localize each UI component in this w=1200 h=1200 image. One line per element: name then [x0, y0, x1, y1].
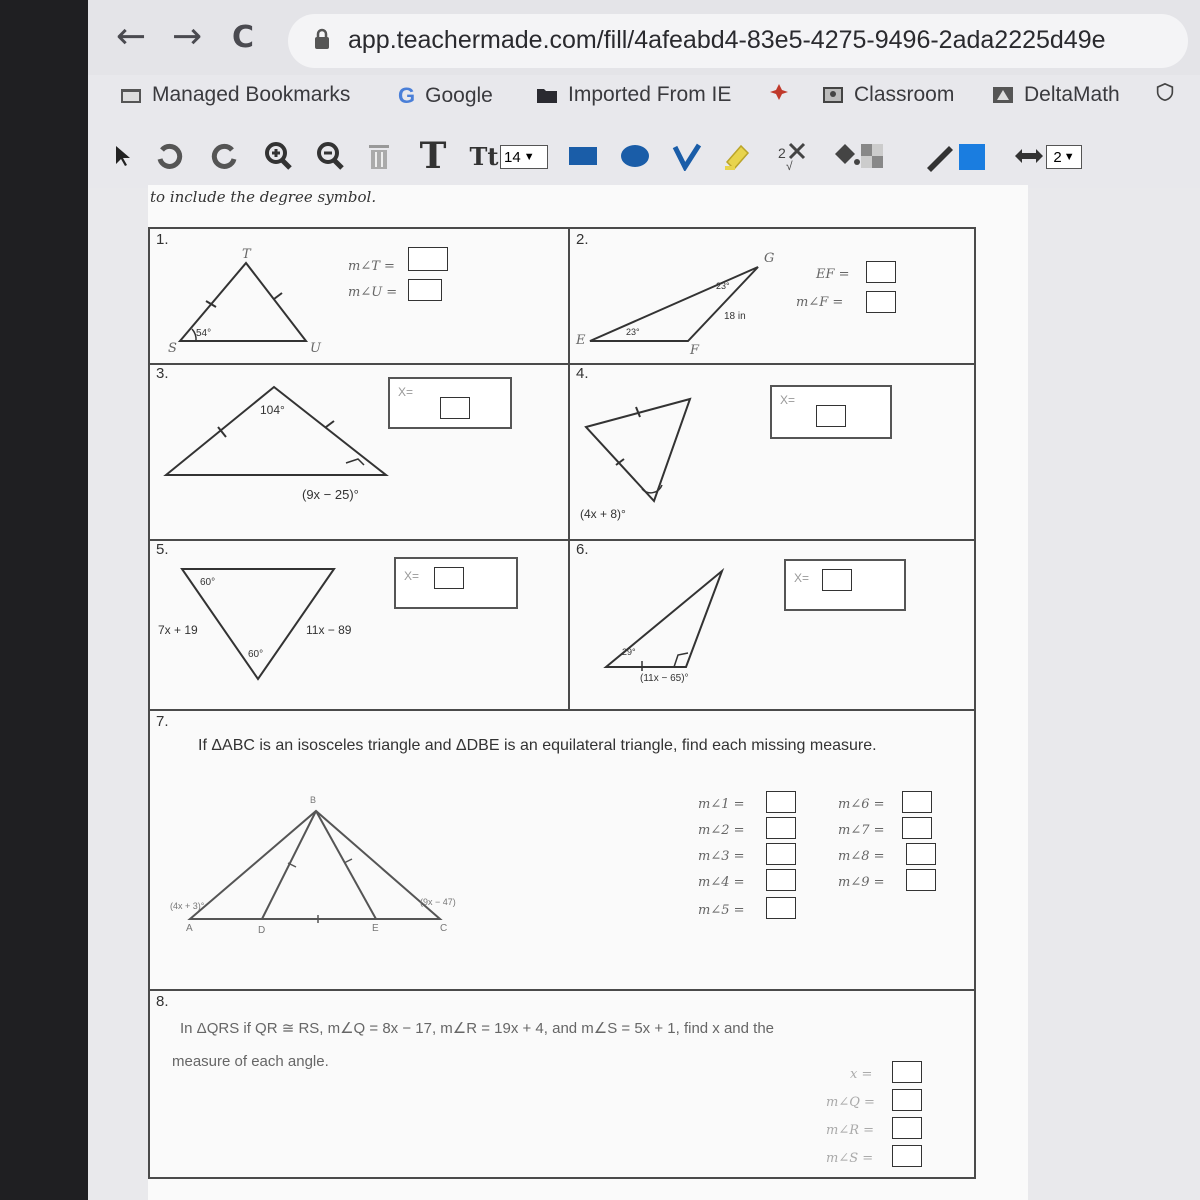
pin-icon [768, 83, 790, 101]
problem-4-cell [568, 363, 976, 541]
angle-expression-label: (9x − 25)° [302, 487, 359, 502]
bookmark-managed[interactable] [120, 83, 350, 107]
left-side-label: 7x + 19 [158, 623, 198, 637]
ellipse-tool[interactable] [618, 139, 652, 173]
x-prompt: X= [794, 571, 810, 585]
answer-box-4 [770, 385, 892, 439]
fill-tool[interactable] [830, 139, 886, 173]
answer-angle-4-input[interactable] [766, 869, 796, 891]
line-width-select[interactable] [1046, 145, 1082, 169]
bookmark-label: Google [425, 84, 493, 107]
bookmark-label: DeltaMath [1024, 83, 1120, 106]
problem-number: 2. [576, 231, 589, 248]
double-arrow-icon [1013, 146, 1045, 166]
google-icon: G [398, 83, 416, 108]
pointer-icon [113, 144, 133, 168]
bookmark-google[interactable] [398, 83, 493, 109]
bookmark-classroom[interactable] [822, 83, 954, 107]
equation-icon [776, 140, 806, 172]
answer-x6-input[interactable] [822, 569, 852, 591]
delete-button[interactable] [364, 139, 394, 173]
problem-number: 8. [156, 993, 169, 1010]
answer-angle-8-input[interactable] [906, 843, 936, 865]
left-angle-expression: (4x + 3)° [170, 901, 205, 911]
forward-button[interactable]: → [172, 16, 203, 57]
x-prompt: X= [398, 385, 414, 399]
undo-button[interactable] [152, 139, 186, 173]
question-mf: m∠F = [796, 295, 844, 310]
angle-9-question: m∠9 = [838, 875, 885, 890]
vertex-t-label: T [242, 247, 251, 262]
undo-icon [154, 141, 184, 171]
angle-3-question: m∠3 = [698, 849, 745, 864]
font-size-select[interactable] [500, 145, 548, 169]
vertex-d-label: D [258, 925, 266, 936]
bookmark-label: Imported From IE [568, 83, 732, 106]
vertex-f-label: F [690, 343, 700, 358]
svg-text:√: √ [786, 159, 793, 172]
bookmark-pin[interactable] [768, 83, 790, 101]
bookmark-imported[interactable] [536, 83, 731, 107]
problem-number: 7. [156, 713, 169, 730]
problem-3-cell [148, 363, 570, 541]
right-side-label: 11x − 89 [306, 623, 352, 637]
problem-number: 3. [156, 365, 169, 382]
angle-5-question: m∠5 = [698, 903, 745, 918]
answer-box-3 [388, 377, 512, 429]
angle-1-label: 60° [200, 577, 216, 588]
angle-6-question: m∠6 = [838, 797, 885, 812]
highlighter-tool[interactable] [720, 139, 754, 173]
back-button[interactable]: ← [116, 16, 147, 57]
x-question: x = [850, 1067, 873, 1082]
triangle-gef-figure [570, 229, 976, 365]
answer-mf-input[interactable] [866, 291, 896, 313]
answer-mu-input[interactable] [408, 279, 442, 301]
bookmark-label: Classroom [854, 83, 955, 106]
address-bar[interactable] [288, 14, 1188, 68]
angle-1-question: m∠1 = [698, 797, 745, 812]
problem-number: 5. [156, 541, 169, 558]
problem-8-cell [148, 989, 976, 1179]
checkmark-tool[interactable] [670, 139, 704, 173]
angle-1-label: 29° [622, 647, 636, 657]
ellipse-icon [619, 143, 651, 169]
vertex-e-label: E [372, 923, 379, 934]
chevron-down-icon: ▼ [1063, 151, 1075, 163]
angle-2-label: 60° [248, 649, 264, 660]
vertex-g-label: G [764, 251, 775, 266]
trash-icon [366, 141, 392, 171]
zoom-in-button[interactable] [260, 139, 296, 173]
zoom-out-icon [314, 140, 346, 172]
problem-7-prompt: If ΔABC is an isosceles triangle and ΔDBE is an equilateral triangle, find each missing measure. [198, 737, 877, 754]
angle-s-label: 54° [196, 328, 212, 339]
x-prompt: X= [404, 569, 420, 583]
mr-question: m∠R = [826, 1123, 875, 1138]
bookmark-label: Managed Bookmarks [152, 83, 351, 106]
answer-x3-input[interactable] [440, 397, 470, 419]
problem-2-cell [568, 227, 976, 365]
paint-bucket-icon [831, 140, 885, 172]
problem-8-prompt-line2: measure of each angle. [172, 1053, 329, 1070]
equation-tool[interactable] [774, 139, 808, 173]
angle-8-question: m∠8 = [838, 849, 885, 864]
zoom-in-icon [262, 140, 294, 172]
reload-button[interactable]: C [232, 20, 255, 55]
shield-icon [1154, 83, 1176, 101]
vertex-b-label: B [310, 795, 317, 805]
pen-icon [923, 140, 987, 172]
svg-text:2: 2 [778, 145, 786, 161]
worksheet-page [148, 185, 1028, 1200]
lock-icon [314, 28, 330, 50]
angle-expression-label: (4x + 8)° [580, 507, 626, 521]
problem-6-cell [568, 539, 976, 711]
text-size-tool[interactable]: Tt [469, 141, 499, 171]
problem-number: 1. [156, 231, 169, 248]
font-size-value: 14 [504, 148, 521, 166]
problem-number: 6. [576, 541, 589, 558]
redo-icon [208, 141, 238, 171]
line-width-value: 2 [1053, 148, 1062, 166]
ms-question: m∠S = [826, 1151, 874, 1166]
right-angle-expression: (9x − 47) [420, 897, 456, 907]
bookmarks-bar [88, 75, 1200, 123]
annotation-toolbar [88, 123, 1200, 188]
text-tool[interactable]: T [419, 135, 447, 177]
problem-7-cell [148, 709, 976, 991]
answer-angle-7-input[interactable] [902, 817, 932, 839]
answer-mr-input[interactable] [892, 1117, 922, 1139]
answer-angle-9-input[interactable] [906, 869, 936, 891]
problem-5-cell [148, 539, 570, 711]
answer-angle-5-input[interactable] [766, 897, 796, 919]
deltamath-icon [992, 86, 1014, 104]
problem-number: 4. [576, 365, 589, 382]
answer-x8-input[interactable] [892, 1061, 922, 1083]
redo-button[interactable] [206, 139, 240, 173]
pen-color-tool[interactable] [922, 139, 988, 173]
answer-box-6 [784, 559, 906, 611]
angle-7-question: m∠7 = [838, 823, 885, 838]
vertex-a-label: A [186, 923, 193, 934]
angle-expression-label: (11x − 65)° [640, 673, 689, 684]
angle-2-question: m∠2 = [698, 823, 745, 838]
answer-mt-input[interactable] [408, 247, 448, 271]
side-length-label: 18 in [724, 311, 746, 322]
triangle-6-figure [570, 541, 976, 711]
question-ef: EF = [816, 267, 850, 282]
navigation-bar [88, 0, 1200, 75]
answer-x4-input[interactable] [816, 405, 846, 427]
bookmark-deltamath[interactable] [992, 83, 1120, 107]
highlighter-icon [721, 140, 753, 172]
angle-4-question: m∠4 = [698, 875, 745, 890]
question-mu: m∠U = [348, 285, 398, 300]
browser-window [88, 0, 1200, 1200]
vertex-c-label: C [440, 923, 448, 934]
folder-icon [536, 86, 558, 104]
answer-angle-6-input[interactable] [902, 791, 932, 813]
chevron-down-icon: ▼ [523, 151, 535, 163]
select-tool[interactable] [110, 139, 136, 173]
folder-icon [120, 86, 142, 104]
rectangle-icon [567, 144, 599, 168]
vertex-e-label: E [576, 333, 586, 348]
answer-ef-input[interactable] [866, 261, 896, 283]
checkmark-icon [672, 141, 702, 171]
x-prompt: X= [780, 393, 796, 407]
zoom-out-button[interactable] [312, 139, 348, 173]
problem-8-prompt-line1: In ΔQRS if QR ≅ RS, m∠Q = 8x − 17, m∠R = 19x + 4, and m∠S = 5x + 1, find x and the [180, 1020, 775, 1037]
angle-g-label: 23° [716, 281, 730, 291]
answer-box-5 [394, 557, 518, 609]
rectangle-tool[interactable] [566, 139, 600, 173]
mq-question: m∠Q = [826, 1095, 875, 1110]
answer-mq-input[interactable] [892, 1089, 922, 1111]
vertex-s-label: S [168, 341, 177, 356]
answer-angle-2-input[interactable] [766, 817, 796, 839]
problem-1-cell [148, 227, 570, 365]
apex-angle-label: 104° [260, 403, 285, 417]
answer-ms-input[interactable] [892, 1145, 922, 1167]
answer-angle-1-input[interactable] [766, 791, 796, 813]
classroom-icon [822, 86, 844, 104]
angle-e-label: 23° [626, 327, 640, 337]
question-mt: m∠T = [348, 259, 395, 274]
instruction-text: to include the degree symbol. [150, 188, 377, 206]
vertex-u-label: U [310, 341, 321, 356]
bookmark-shield[interactable] [1154, 83, 1176, 101]
line-width-tool[interactable] [1012, 139, 1046, 173]
answer-x5-input[interactable] [434, 567, 464, 589]
url-text: app.teachermade.com/fill/4afeabd4-83e5-4275-9496-2ada2225d49e [348, 26, 1106, 54]
answer-angle-3-input[interactable] [766, 843, 796, 865]
